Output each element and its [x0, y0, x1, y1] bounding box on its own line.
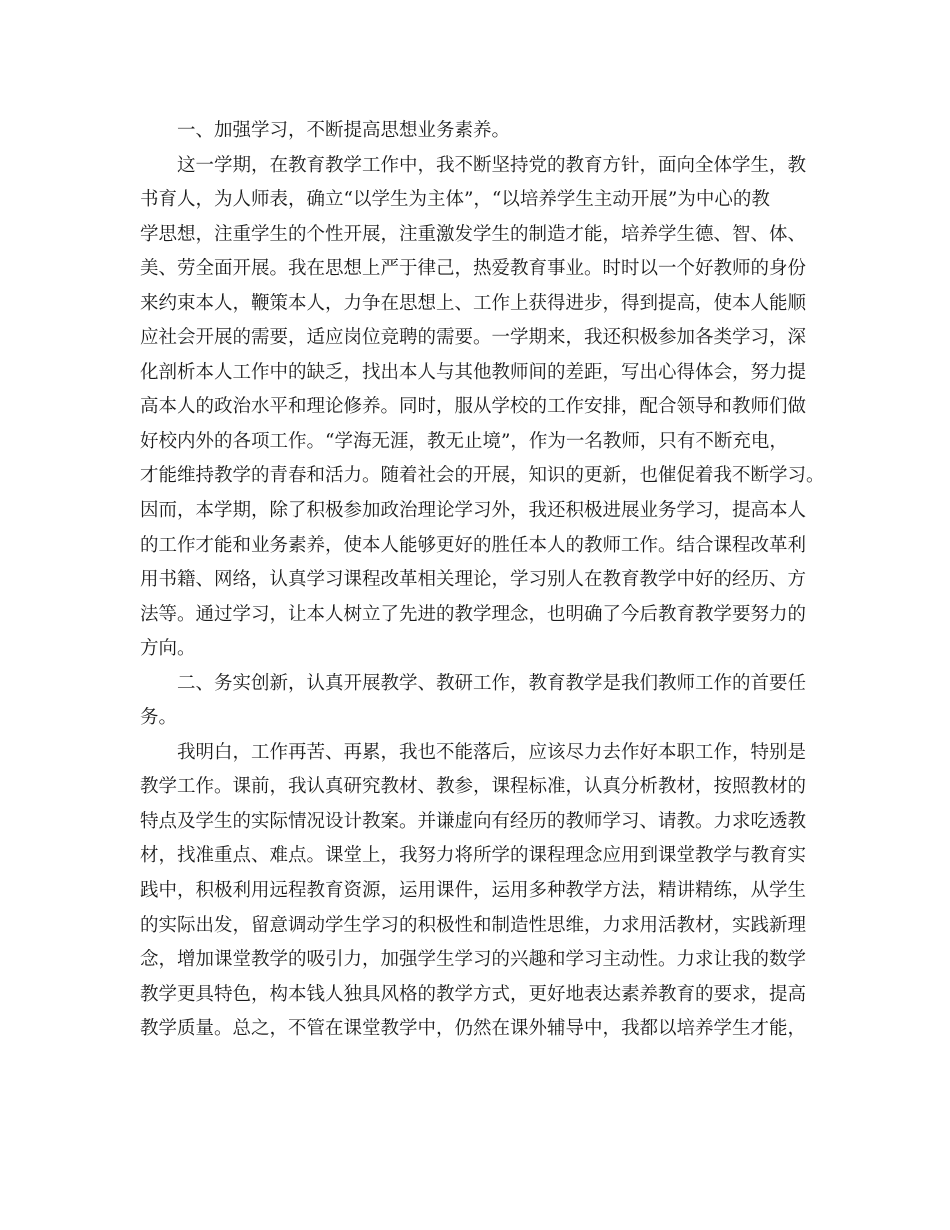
paragraph-line: 美、劳全面开展。我在思想上严于律己，热爱教育事业。时时以一个好教师的身份 — [140, 258, 807, 280]
paragraph-line: 化剖析本人工作中的缺乏，找出本人与其他教师间的差距，写出心得体会，努力提 — [140, 361, 807, 383]
paragraph-line: 应社会开展的需要，适应岗位竞聘的需要。一学期来，我还积极参加各类学习，深 — [140, 327, 807, 349]
section-heading-1: 一、加强学习，不断提高思想业务素养。 — [177, 120, 511, 141]
paragraph-line: 特点及学生的实际情况设计教案。并谦虚向有经历的教师学习、请教。力求吃透教 — [140, 810, 807, 832]
paragraph-line: 书育人，为人师表，确立“以学生为主体”，“以培养学生主动开展”为中心的教 — [140, 189, 770, 211]
paragraph-line: 践中，积极利用远程教育资源，运用课件，运用多种教学方法，精讲精练，从学生 — [140, 880, 807, 902]
paragraph-line: 因而，本学期，除了积极参加政治理论学习外，我还积极进展业务学习，提高本人 — [140, 500, 807, 522]
paragraph-line: 教学质量。总之，不管在课堂教学中，仍然在课外辅导中，我都以培养学生才能， — [140, 1018, 807, 1040]
paragraph-line: 的实际出发，留意调动学生学习的积极性和制造性思维，力求用活教材，实践新理 — [140, 914, 807, 936]
paragraph-line: 的工作才能和业务素养，使本人能够更好的胜任本人的教师工作。结合课程改革利 — [140, 534, 807, 556]
paragraph-line: 才能维持教学的青春和活力。随着社会的开展，知识的更新，也催促着我不断学习。 — [140, 465, 825, 487]
paragraph-line: 高本人的政治水平和理论修养。同时，服从学校的工作安排，配合领导和教师们做 — [140, 396, 807, 418]
paragraph-line: 用书籍、网络，认真学习课程改革相关理论，学习别人在教育教学中好的经历、方 — [140, 569, 807, 591]
paragraph-line: 教学更具特色，构本钱人独具风格的教学方式，更好地表达素养教育的要求，提高 — [140, 983, 807, 1005]
section-heading-2: 二、务实创新，认真开展教学、教研工作，教育教学是我们教师工作的首要任 — [177, 672, 807, 694]
paragraph-line: 我明白，工作再苦、再累，我也不能落后，应该尽力去作好本职工作，特别是 — [177, 741, 807, 763]
paragraph-line: 材，找准重点、难点。课堂上，我努力将所学的课程理念应用到课堂教学与教育实 — [140, 845, 807, 867]
paragraph-line: 念，增加课堂教学的吸引力，加强学生学习的兴趣和学习主动性。力求让我的数学 — [140, 949, 807, 971]
section-heading-2-continued: 务。 — [140, 707, 178, 729]
paragraph-line: 教学工作。课前，我认真研究教材、教参，课程标准，认真分析教材，按照教材的 — [140, 776, 807, 798]
document-body — [140, 114, 825, 1047]
paragraph-line: 学思想，注重学生的个性开展，注重激发学生的制造才能，培养学生德、智、体、 — [140, 223, 807, 245]
paragraph-line: 方向。 — [140, 638, 196, 660]
paragraph-line: 来约束本人，鞭策本人，力争在思想上、工作上获得进步，得到提高，使本人能顺 — [140, 292, 807, 314]
paragraph-line: 这一学期，在教育教学工作中，我不断坚持党的教育方针，面向全体学生，教 — [177, 154, 807, 176]
paragraph-line: 法等。通过学习，让本人树立了先进的教学理念，也明确了今后教育教学要努力的 — [140, 603, 807, 625]
paragraph-line: 好校内外的各项工作。“学海无涯，教无止境”，作为一名教师，只有不断充电， — [140, 430, 788, 452]
